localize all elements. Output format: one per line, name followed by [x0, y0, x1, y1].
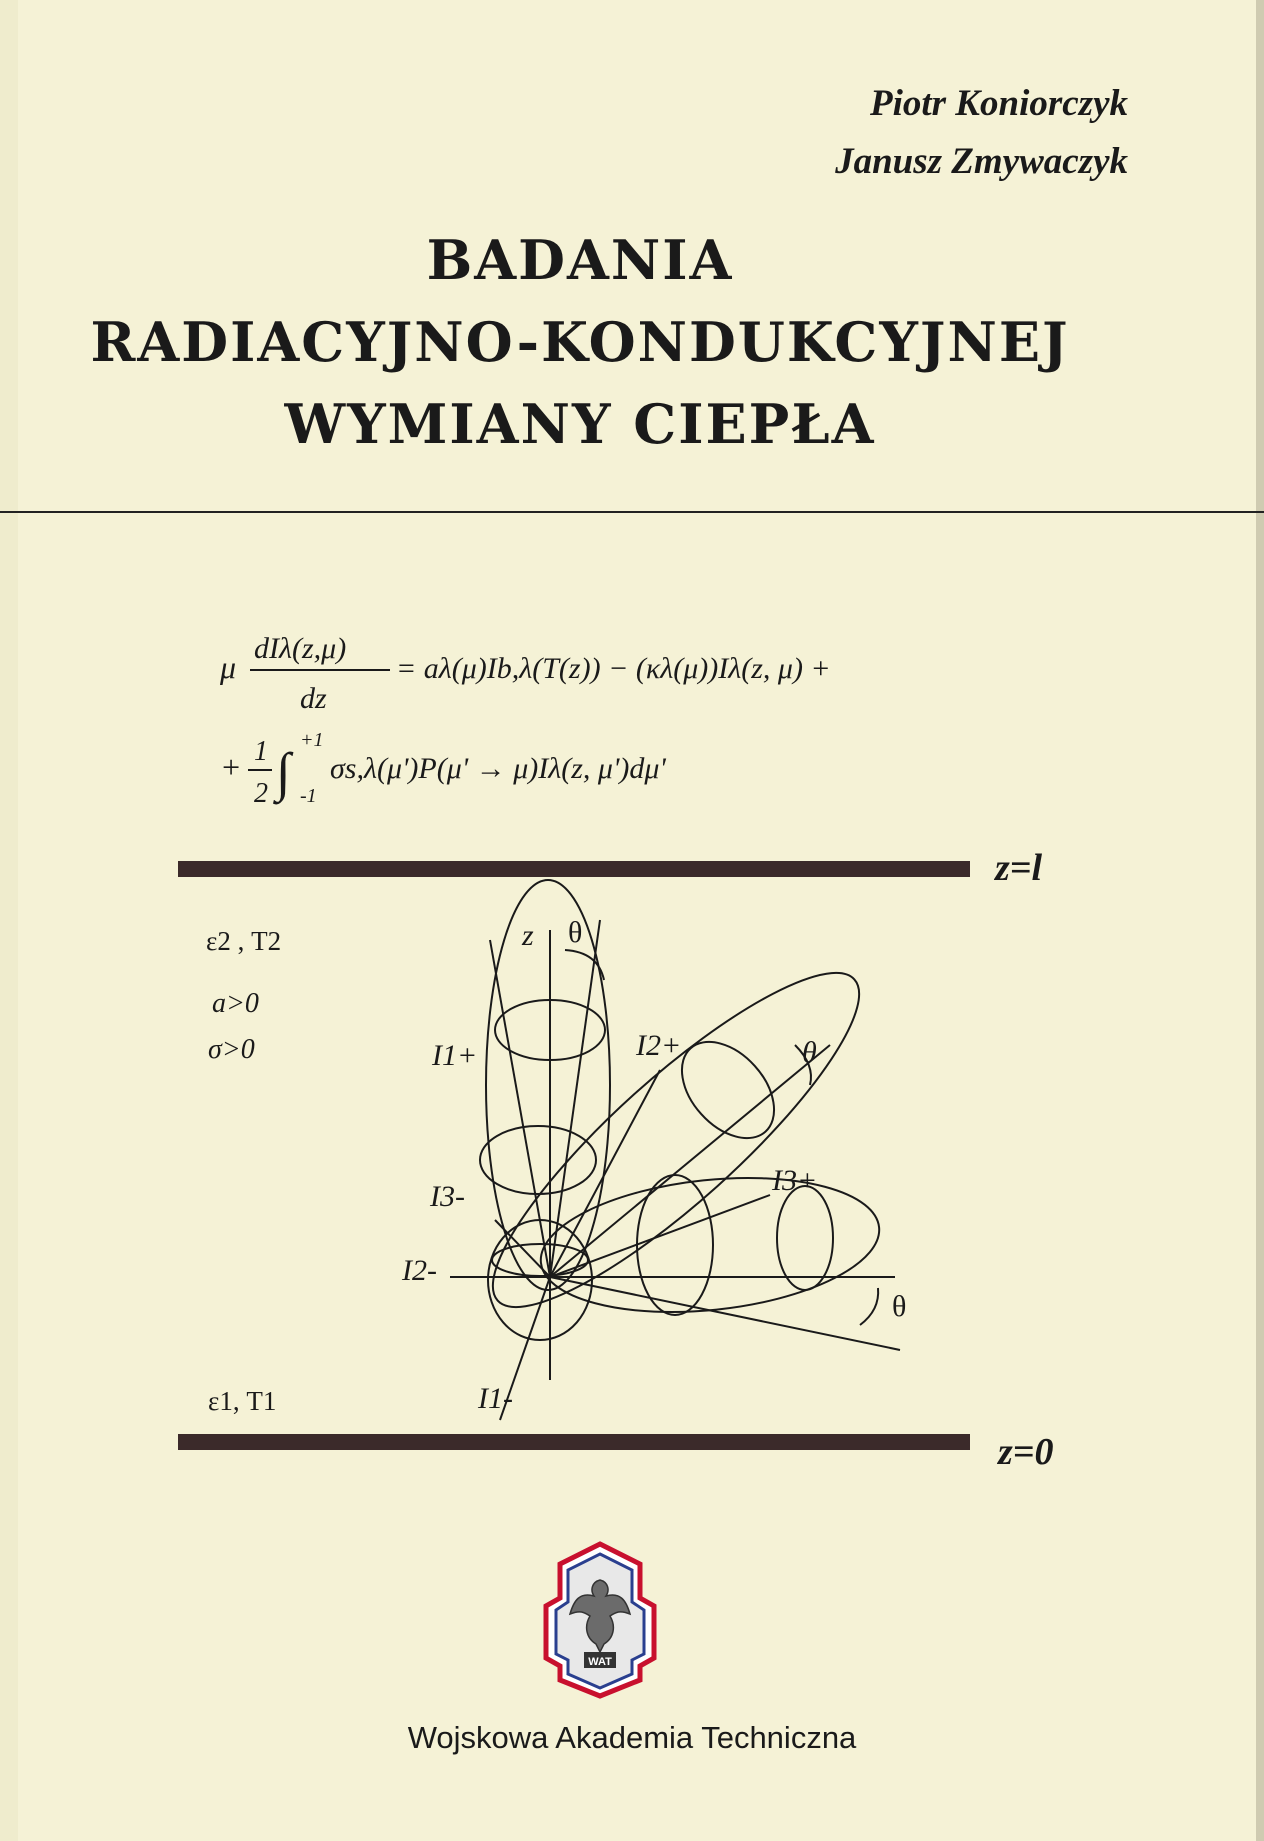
author-name: Piotr Koniorczyk: [870, 83, 1128, 124]
ray: [550, 1045, 830, 1277]
eq-half-numerator: 1: [254, 736, 268, 767]
upper-surface-label: ε2 , T2: [206, 926, 282, 956]
diagonal-lobe-ring: [664, 1024, 792, 1155]
ray: [490, 940, 550, 1277]
eq-half-denominator: 2: [254, 778, 268, 809]
eq-mu: μ: [220, 649, 237, 685]
theta-arc: [565, 950, 604, 980]
vertical-lobe-ring: [480, 1126, 596, 1194]
z-axis-label: z: [522, 919, 534, 952]
horizontal-lobe-ring: [777, 1186, 833, 1290]
eq-numerator: dIλ(z,μ): [254, 632, 347, 665]
wat-logo: [540, 1540, 660, 1700]
book-title-line: BADANIA: [426, 228, 734, 292]
eq-denominator: dz: [300, 682, 327, 715]
intensity-label-I3-minus: I3-: [430, 1180, 465, 1213]
theta-arc: [860, 1288, 878, 1325]
radiative-transfer-equation: [210, 610, 990, 830]
publisher-name: Wojskowa Akademia Techniczna: [407, 1720, 857, 1755]
eq-int-lower: -1: [300, 785, 317, 807]
author-name: Janusz Zmywaczyk: [835, 141, 1128, 182]
scattering-condition: σ>0: [208, 1034, 255, 1065]
eq-integral-sign: ∫: [276, 742, 291, 802]
ray: [550, 1277, 900, 1350]
intensity-label-I2-plus: I2+: [636, 1029, 682, 1062]
book-title-line: WYMIANY CIEPŁA: [284, 392, 876, 456]
top-plate-label: z=l: [995, 847, 1042, 889]
theta-label: θ: [802, 1036, 817, 1069]
eq-rhs-line1: = aλ(μ)Ib,λ(T(z)) − (κλ(μ))Iλ(z, μ) +: [396, 652, 831, 685]
vertical-lobe: [486, 880, 610, 1290]
logo-text: WAT: [588, 1656, 612, 1668]
intensity-label-I3-plus: I3+: [772, 1164, 818, 1197]
ray: [550, 1195, 770, 1277]
eq-int-upper: +1: [300, 729, 324, 751]
intensity-label-I2-minus: I2-: [402, 1254, 437, 1287]
diagonal-lobe: [456, 933, 896, 1346]
ray: [550, 920, 600, 1277]
bottom-plate: [178, 1434, 970, 1450]
phase-function-lobes: [450, 880, 900, 1420]
intensity-label-I1-minus: I1-: [478, 1382, 513, 1415]
top-plate: [178, 861, 970, 877]
eq-plus-sign: +: [220, 749, 242, 785]
bottom-plate-label: z=0: [998, 1431, 1054, 1473]
slab-radiation-diagram: [0, 840, 1264, 1480]
theta-label: θ: [568, 916, 583, 949]
eq-rhs-line2: σs,λ(μ')P(μ' → μ)Iλ(z, μ')dμ': [330, 752, 666, 785]
theta-label: θ: [892, 1290, 907, 1323]
horizontal-rule: [0, 511, 1264, 513]
absorption-condition: a>0: [212, 988, 259, 1019]
lower-surface-label: ε1, T1: [208, 1386, 277, 1416]
origin-lobe: [488, 1220, 592, 1340]
book-title-line: RADIACYJNO-KONDUKCYJNEJ: [90, 310, 1070, 374]
intensity-label-I1-plus: I1+: [432, 1039, 478, 1072]
